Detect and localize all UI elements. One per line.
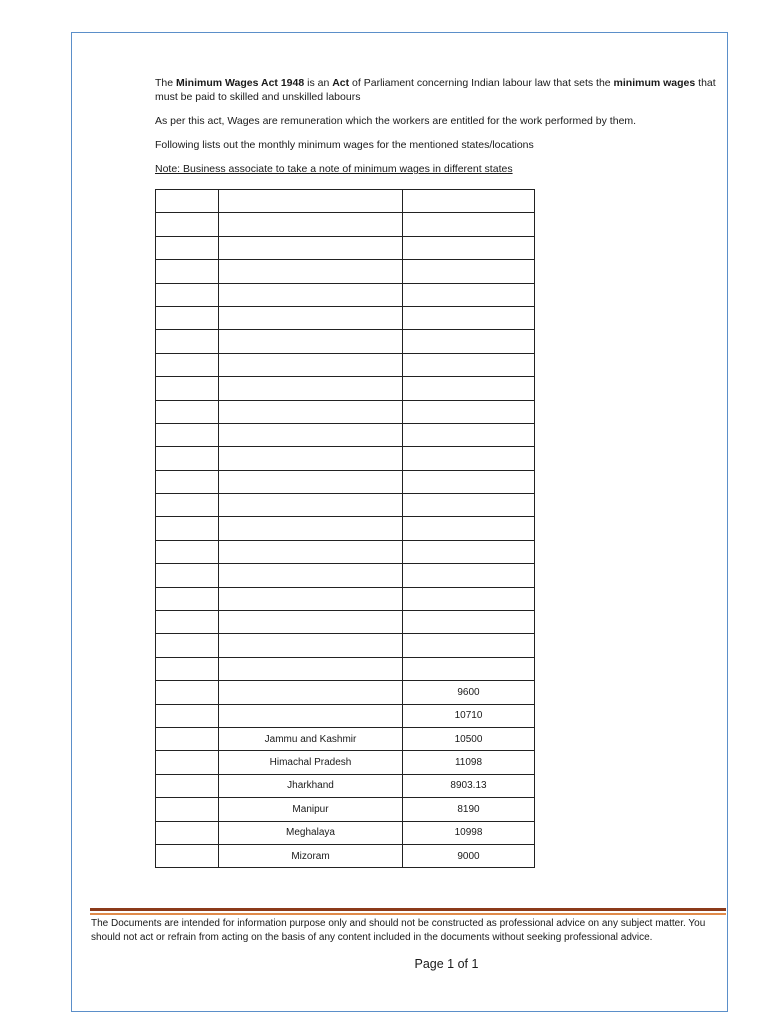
row-number-cell	[156, 681, 219, 704]
disclaimer: The Documents are intended for information purpose only and should not be constructed as professional advice on any subject matter. You should not act or refrain from acting on the basis of any content included in the documents without seeking professional advice.	[91, 918, 706, 943]
row-number-cell	[156, 634, 219, 657]
table-row	[156, 260, 535, 283]
state-cell	[219, 564, 403, 587]
table-row	[156, 423, 535, 446]
wage-cell	[403, 236, 535, 259]
footer-rule-accent	[90, 913, 726, 915]
row-number-cell	[156, 751, 219, 774]
wage-cell	[403, 611, 535, 634]
wage-cell	[403, 306, 535, 329]
row-number-cell	[156, 657, 219, 680]
wage-cell: 8190	[403, 798, 535, 821]
state-cell	[219, 657, 403, 680]
row-number-cell	[156, 236, 219, 259]
table-row	[156, 844, 535, 867]
wage-cell	[403, 377, 535, 400]
state-cell	[219, 213, 403, 236]
state-cell	[219, 400, 403, 423]
row-number-cell	[156, 400, 219, 423]
table-row	[156, 704, 535, 727]
row-number-cell	[156, 306, 219, 329]
row-number-cell	[156, 377, 219, 400]
footer-rule	[90, 908, 726, 911]
wage-cell	[403, 353, 535, 376]
row-number-cell	[156, 190, 219, 213]
row-number-cell	[156, 821, 219, 844]
row-number-cell	[156, 798, 219, 821]
row-number-cell	[156, 540, 219, 563]
row-number-cell	[156, 844, 219, 867]
page-number: Page 1 of 1	[414, 957, 479, 971]
row-number-cell	[156, 283, 219, 306]
wage-cell: 8903.13	[403, 774, 535, 797]
wage-cell	[403, 517, 535, 540]
table-row	[156, 821, 535, 844]
table-row	[156, 494, 535, 517]
table-row	[156, 353, 535, 376]
state-cell	[219, 470, 403, 493]
wage-cell: 10710	[403, 704, 535, 727]
wage-cell: 11098	[403, 751, 535, 774]
wage-cell	[403, 260, 535, 283]
state-cell	[219, 330, 403, 353]
state-cell	[219, 353, 403, 376]
intro-section	[155, 76, 725, 186]
wage-cell	[403, 213, 535, 236]
wages-definition: As per this act, Wages are remuneration which the workers are entitled for the work performed by them.	[155, 115, 637, 127]
wage-cell	[403, 587, 535, 610]
state-cell	[219, 634, 403, 657]
table-row	[156, 774, 535, 797]
row-number-cell	[156, 353, 219, 376]
wage-cell	[403, 657, 535, 680]
note-text: Note: Business associate to take a note of minimum wages in different states	[155, 163, 513, 175]
list-intro: Following lists out the monthly minimum wages for the mentioned states/locations	[155, 139, 534, 151]
row-number-cell	[156, 587, 219, 610]
wages-table	[155, 189, 535, 868]
table-row	[156, 611, 535, 634]
wage-cell: 9000	[403, 844, 535, 867]
row-number-cell	[156, 330, 219, 353]
wage-cell	[403, 540, 535, 563]
row-number-cell	[156, 260, 219, 283]
state-cell: Jammu and Kashmir	[219, 727, 403, 750]
row-number-cell	[156, 213, 219, 236]
row-number-cell	[156, 564, 219, 587]
state-cell	[219, 423, 403, 446]
state-cell	[219, 517, 403, 540]
table-row	[156, 540, 535, 563]
row-number-cell	[156, 447, 219, 470]
table-row	[156, 447, 535, 470]
state-cell	[219, 260, 403, 283]
row-number-cell	[156, 517, 219, 540]
row-number-cell	[156, 727, 219, 750]
row-number-cell	[156, 774, 219, 797]
wage-cell	[403, 470, 535, 493]
wage-cell	[403, 564, 535, 587]
table-row	[156, 400, 535, 423]
state-cell	[219, 236, 403, 259]
state-cell	[219, 704, 403, 727]
state-cell: Manipur	[219, 798, 403, 821]
row-number-cell	[156, 423, 219, 446]
table-row	[156, 213, 535, 236]
table-row	[156, 657, 535, 680]
state-cell	[219, 447, 403, 470]
table-row	[156, 727, 535, 750]
state-cell	[219, 540, 403, 563]
table-row	[156, 470, 535, 493]
state-cell: Jharkhand	[219, 774, 403, 797]
wage-cell	[403, 634, 535, 657]
table-row	[156, 236, 535, 259]
table-row	[156, 587, 535, 610]
wage-cell	[403, 330, 535, 353]
row-number-cell	[156, 611, 219, 634]
wage-cell	[403, 400, 535, 423]
intro-paragraph: The Minimum Wages Act 1948 is an Act of Parliament concerning Indian labour law that sets the minimum wages that must be paid to skilled and unskilled labours	[155, 77, 716, 103]
state-cell: Meghalaya	[219, 821, 403, 844]
act-name: Minimum Wages Act 1948	[176, 77, 305, 89]
wage-cell: 9600	[403, 681, 535, 704]
table-row	[156, 330, 535, 353]
wage-cell: 10998	[403, 821, 535, 844]
state-cell	[219, 681, 403, 704]
row-number-cell	[156, 704, 219, 727]
table-row	[156, 751, 535, 774]
state-cell	[219, 377, 403, 400]
state-cell	[219, 283, 403, 306]
wage-cell	[403, 494, 535, 517]
table-row	[156, 634, 535, 657]
state-cell	[219, 494, 403, 517]
table-row	[156, 517, 535, 540]
table-row	[156, 564, 535, 587]
wage-cell: 10500	[403, 727, 535, 750]
table-row	[156, 306, 535, 329]
wage-cell	[403, 190, 535, 213]
state-cell	[219, 306, 403, 329]
wage-cell	[403, 447, 535, 470]
table-row	[156, 681, 535, 704]
table-row	[156, 798, 535, 821]
table-row	[156, 190, 535, 213]
table-row	[156, 283, 535, 306]
state-cell: Himachal Pradesh	[219, 751, 403, 774]
row-number-cell	[156, 494, 219, 517]
row-number-cell	[156, 470, 219, 493]
wage-cell	[403, 283, 535, 306]
table-row	[156, 377, 535, 400]
state-cell: Mizoram	[219, 844, 403, 867]
wage-cell	[403, 423, 535, 446]
state-cell	[219, 611, 403, 634]
state-cell	[219, 190, 403, 213]
state-cell	[219, 587, 403, 610]
